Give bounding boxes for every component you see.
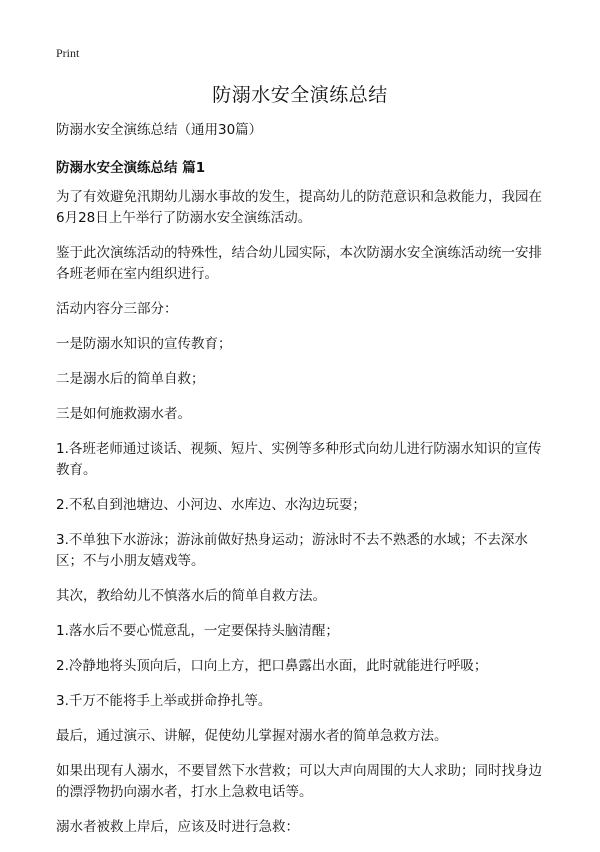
paragraph: 2.冷静地将头顶向后，口向上方，把口鼻露出水面，此时就能进行呼吸； <box>56 658 488 674</box>
paragraph: 鉴于此次演练活动的特殊性，结合幼儿园实际，本次防溺水安全演练活动统一安排各班老师在室内组织进行。 <box>56 245 542 282</box>
paragraph: 活动内容分三部分： <box>56 301 178 317</box>
print-link[interactable]: Print <box>56 46 80 60</box>
document-body <box>56 120 546 852</box>
paragraph: 二是溺水后的简单自救； <box>56 371 205 387</box>
page-title: 防溺水安全演练总结 <box>212 84 388 106</box>
paragraph: 如果出现有人溺水，不要冒然下水营救；可以大声向周围的大人求助；同时找身边的漂浮物扔向溺水者，打水上急救电话等。 <box>56 763 542 800</box>
paragraph: 1.各班老师通过谈话、视频、短片、实例等多种形式向幼儿进行防溺水知识的宣传教育。 <box>56 441 542 478</box>
paragraph: 3.不单独下水游泳；游泳前做好热身运动；游泳时不去不熟悉的水域；不去深水区；不与小朋友嬉戏等。 <box>56 532 528 569</box>
paragraph: 最后，通过演示、讲解，促使幼儿掌握对溺水者的简单急救方法。 <box>56 728 448 744</box>
section-heading: 防溺水安全演练总结 篇1 <box>56 160 206 176</box>
paragraph: 2.不私自到池塘边、小河边、水库边、水沟边玩耍； <box>56 497 366 513</box>
paragraph: 一是防溺水知识的宣传教育； <box>56 336 232 352</box>
paragraph: 其次，教给幼儿不慎落水后的简单自救方法。 <box>56 588 326 604</box>
paragraph: 三是如何施救溺水者。 <box>56 406 191 422</box>
paragraph: 1.落水后不要心慌意乱，一定要保持头脑清醒； <box>56 623 339 639</box>
paragraph: 3.千万不能将手上举或拼命挣扎等。 <box>56 693 272 709</box>
paragraph: 为了有效避免汛期幼儿溺水事故的发生，提高幼儿的防范意识和急救能力，我园在6月28日上午举行了防溺水安全演练活动。 <box>56 189 542 226</box>
paragraph: 溺水者被救上岸后，应该及时进行急救： <box>56 819 299 835</box>
document-subtitle: 防溺水安全演练总结（通用30篇） <box>56 122 263 138</box>
